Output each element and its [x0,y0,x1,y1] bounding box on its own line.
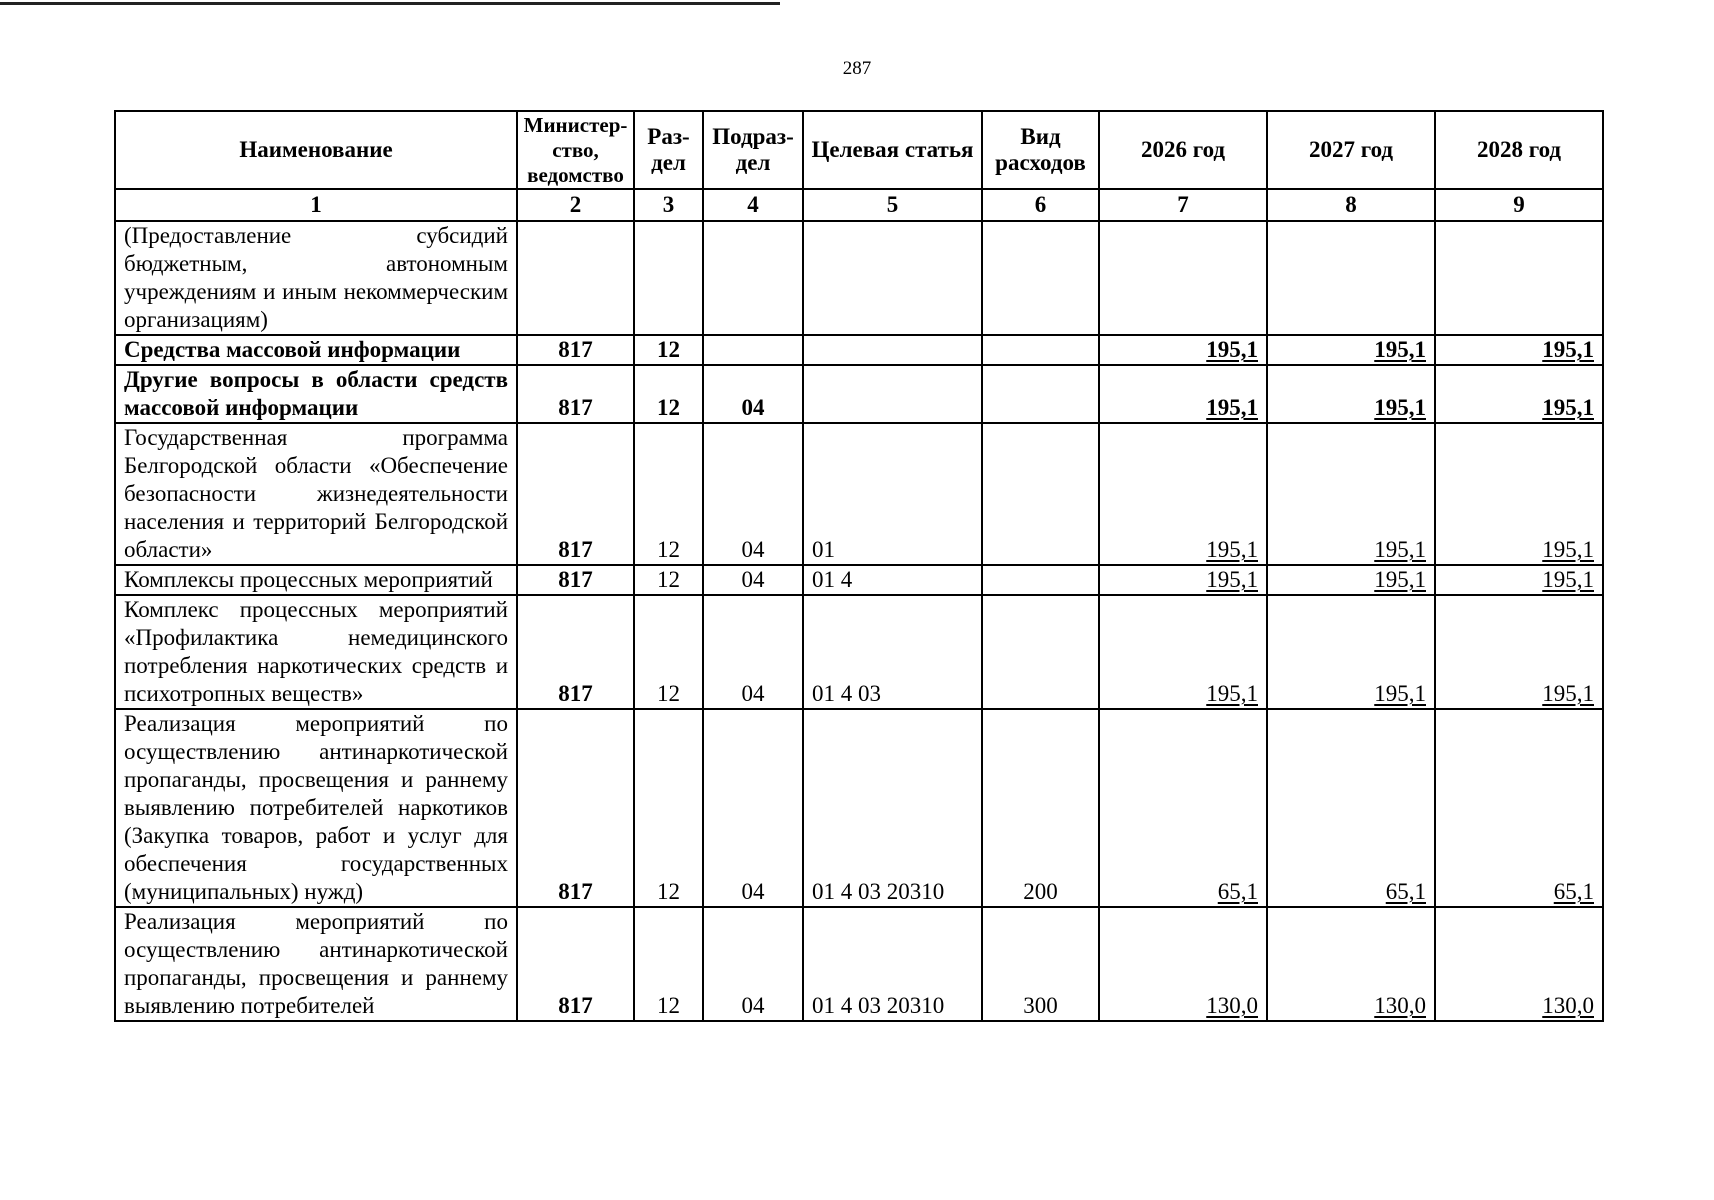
row-expense-type [982,595,1099,709]
row-value-2027: 195,1 [1267,565,1435,595]
row-section: 12 [634,365,703,423]
row-name: (Предоставление субсидий бюджетным, автономным учреждениям и иным некоммерческим организациям) [115,221,517,335]
column-number-row [115,189,1603,221]
budget-table [114,110,1604,1022]
row-target: 01 [803,423,982,565]
row-expense-type [982,335,1099,365]
row-value-2026: 65,1 [1099,709,1267,907]
column-number: 3 [634,189,703,221]
table-row [115,365,1603,423]
row-value-2028: 195,1 [1435,595,1603,709]
row-ministry: 817 [517,709,634,907]
table-row [115,565,1603,595]
row-target: 01 4 03 20310 [803,709,982,907]
row-expense-type: 300 [982,907,1099,1021]
row-name: Реализация мероприятий по осуществлению антинаркотической пропаганды, просвещения и раннему выявлению потребителей наркотиков (Закупка товаров, работ и услуг для обеспечения государственных (муниципальных) нужд) [115,709,517,907]
row-target [803,365,982,423]
row-value-2028: 130,0 [1435,907,1603,1021]
row-expense-type [982,565,1099,595]
row-expense-type [982,221,1099,335]
table-row [115,709,1603,907]
column-number: 9 [1435,189,1603,221]
table-row [115,221,1603,335]
row-subsection [703,335,803,365]
header-2027: 2027 год [1267,111,1435,189]
row-name: Другие вопросы в области средств массовой информации [115,365,517,423]
top-rule [0,2,780,5]
row-section: 12 [634,907,703,1021]
row-target: 01 4 [803,565,982,595]
table-row [115,335,1603,365]
row-target: 01 4 03 [803,595,982,709]
row-section [634,221,703,335]
row-target [803,335,982,365]
row-section: 12 [634,423,703,565]
row-value-2026: 195,1 [1099,335,1267,365]
row-subsection [703,221,803,335]
row-value-2027 [1267,221,1435,335]
row-value-2026 [1099,221,1267,335]
row-ministry: 817 [517,335,634,365]
row-value-2027: 195,1 [1267,335,1435,365]
row-ministry: 817 [517,907,634,1021]
row-name: Комплексы процессных мероприятий [115,565,517,595]
row-value-2028 [1435,221,1603,335]
table-row [115,423,1603,565]
row-subsection: 04 [703,709,803,907]
row-section: 12 [634,709,703,907]
row-value-2028: 65,1 [1435,709,1603,907]
header-2026: 2026 год [1099,111,1267,189]
header-row [115,111,1603,189]
row-target [803,221,982,335]
column-number: 4 [703,189,803,221]
column-number: 6 [982,189,1099,221]
row-name: Государственная программа Белгородской области «Обеспечение безопасности жизнедеятельности населения и территорий Белгородской области» [115,423,517,565]
row-value-2028: 195,1 [1435,365,1603,423]
header-target: Целевая статья [803,111,982,189]
row-value-2026: 195,1 [1099,595,1267,709]
row-target: 01 4 03 20310 [803,907,982,1021]
row-value-2027: 195,1 [1267,595,1435,709]
row-value-2028: 195,1 [1435,423,1603,565]
header-2028: 2028 год [1435,111,1603,189]
row-expense-type [982,423,1099,565]
row-ministry [517,221,634,335]
column-number: 7 [1099,189,1267,221]
column-number: 8 [1267,189,1435,221]
row-ministry: 817 [517,565,634,595]
row-value-2026: 195,1 [1099,565,1267,595]
row-value-2027: 195,1 [1267,423,1435,565]
column-number: 2 [517,189,634,221]
row-value-2026: 195,1 [1099,365,1267,423]
row-value-2026: 130,0 [1099,907,1267,1021]
row-subsection: 04 [703,423,803,565]
header-ministry: Министер-ство, ведомство [517,111,634,189]
row-subsection: 04 [703,565,803,595]
table-row [115,907,1603,1021]
row-subsection: 04 [703,365,803,423]
column-number: 1 [115,189,517,221]
row-section: 12 [634,565,703,595]
row-section: 12 [634,595,703,709]
row-subsection: 04 [703,595,803,709]
row-value-2027: 65,1 [1267,709,1435,907]
row-name: Комплекс процессных мероприятий «Профилактика немедицинского потребления наркотических средств и психотропных веществ» [115,595,517,709]
row-name: Средства массовой информации [115,335,517,365]
row-value-2026: 195,1 [1099,423,1267,565]
row-section: 12 [634,335,703,365]
row-value-2027: 130,0 [1267,907,1435,1021]
header-section: Раз-дел [634,111,703,189]
row-ministry: 817 [517,423,634,565]
row-subsection: 04 [703,907,803,1021]
row-value-2028: 195,1 [1435,565,1603,595]
header-expense-type: Вид расходов [982,111,1099,189]
row-name: Реализация мероприятий по осуществлению антинаркотической пропаганды, просвещения и раннему выявлению потребителей [115,907,517,1021]
row-value-2027: 195,1 [1267,365,1435,423]
table-row [115,595,1603,709]
row-expense-type: 200 [982,709,1099,907]
row-expense-type [982,365,1099,423]
page-number: 287 [842,58,872,79]
column-number: 5 [803,189,982,221]
header-subsection: Подраз-дел [703,111,803,189]
row-value-2028: 195,1 [1435,335,1603,365]
row-ministry: 817 [517,595,634,709]
header-name: Наименование [115,111,517,189]
row-ministry: 817 [517,365,634,423]
